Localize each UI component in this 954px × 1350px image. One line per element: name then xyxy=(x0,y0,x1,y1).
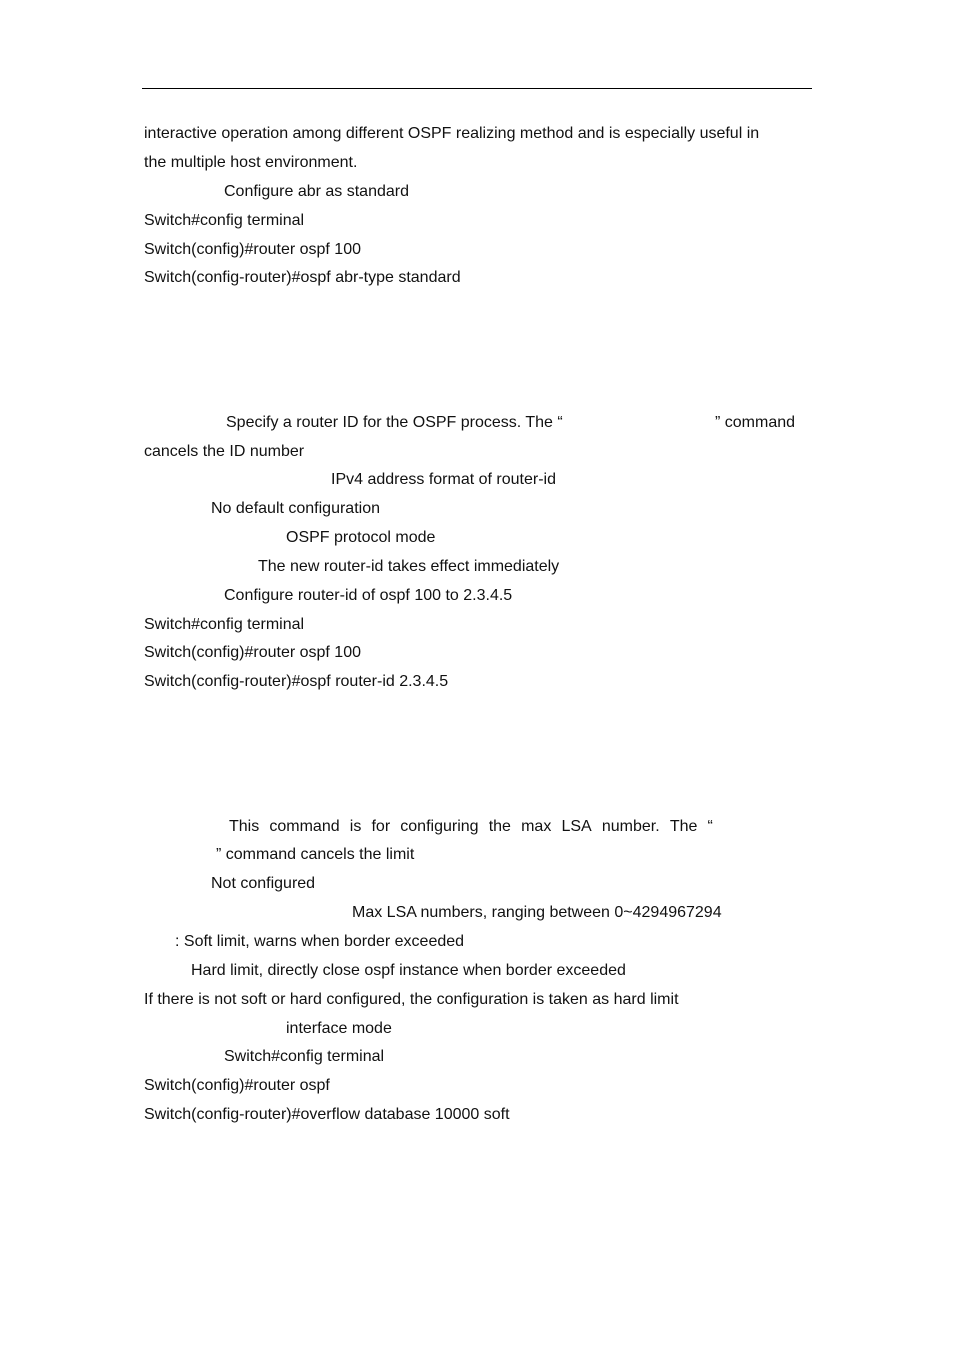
router-id-example-description: Configure router-id of ospf 100 to 2.3.4.5 xyxy=(224,587,513,604)
router-id-mode: OSPF protocol mode xyxy=(286,529,436,546)
intro-line-1: interactive operation among different OSPF realizing method and is especially useful in xyxy=(144,125,760,142)
overflow-function-word: The xyxy=(669,818,698,835)
overflow-function-word: number. xyxy=(601,818,660,835)
overflow-command-1: Switch#config terminal xyxy=(224,1048,385,1065)
abr-command-2: Switch(config)#router ospf 100 xyxy=(144,241,361,258)
overflow-function-word: LSA xyxy=(561,818,592,835)
overflow-function-word: This xyxy=(229,818,260,835)
overflow-mode: interface mode xyxy=(286,1020,392,1037)
router-id-command-1: Switch#config terminal xyxy=(144,616,305,633)
overflow-parameter-hard: Hard limit, directly close ospf instance when border exceeded xyxy=(191,962,626,979)
router-id-parameter: IPv4 address format of router-id xyxy=(331,471,556,488)
router-id-usage: The new router-id takes effect immediately xyxy=(258,558,560,575)
overflow-function-line-2: ” command cancels the limit xyxy=(216,846,415,863)
abr-command-1: Switch#config terminal xyxy=(144,212,305,229)
router-id-function-part-2: ” command xyxy=(715,414,796,431)
router-id-command-3: Switch(config-router)#ospf router-id 2.3.4.5 xyxy=(144,673,449,690)
overflow-parameter-max: Max LSA numbers, ranging between 0~4294967294 xyxy=(352,904,722,921)
intro-line-2: the multiple host environment. xyxy=(144,154,358,171)
overflow-function-word: the xyxy=(488,818,511,835)
router-id-default: No default configuration xyxy=(211,500,380,517)
router-id-function-part-1: Specify a router ID for the OSPF process. The “ xyxy=(226,414,563,431)
overflow-note: If there is not soft or hard configured, the configuration is taken as hard limit xyxy=(144,991,679,1008)
router-id-function-line-2: cancels the ID number xyxy=(144,443,305,460)
overflow-function-word: command xyxy=(269,818,340,835)
overflow-command-3: Switch(config-router)#overflow database 10000 soft xyxy=(144,1106,510,1123)
overflow-default: Not configured xyxy=(211,875,316,892)
overflow-function-word: is xyxy=(349,818,362,835)
overflow-parameter-soft: : Soft limit, warns when border exceeded xyxy=(175,933,465,950)
overflow-function-word: configuring xyxy=(400,818,479,835)
overflow-command-2: Switch(config)#router ospf xyxy=(144,1077,330,1094)
header-rule xyxy=(142,88,812,89)
overflow-function-word: max xyxy=(521,818,552,835)
abr-command-3: Switch(config-router)#ospf abr-type standard xyxy=(144,269,461,286)
abr-example-description: Configure abr as standard xyxy=(224,183,409,200)
overflow-function-word: for xyxy=(371,818,391,835)
router-id-command-2: Switch(config)#router ospf 100 xyxy=(144,644,361,661)
overflow-function-line-1 xyxy=(229,817,713,837)
overflow-function-word: “ xyxy=(707,818,713,835)
